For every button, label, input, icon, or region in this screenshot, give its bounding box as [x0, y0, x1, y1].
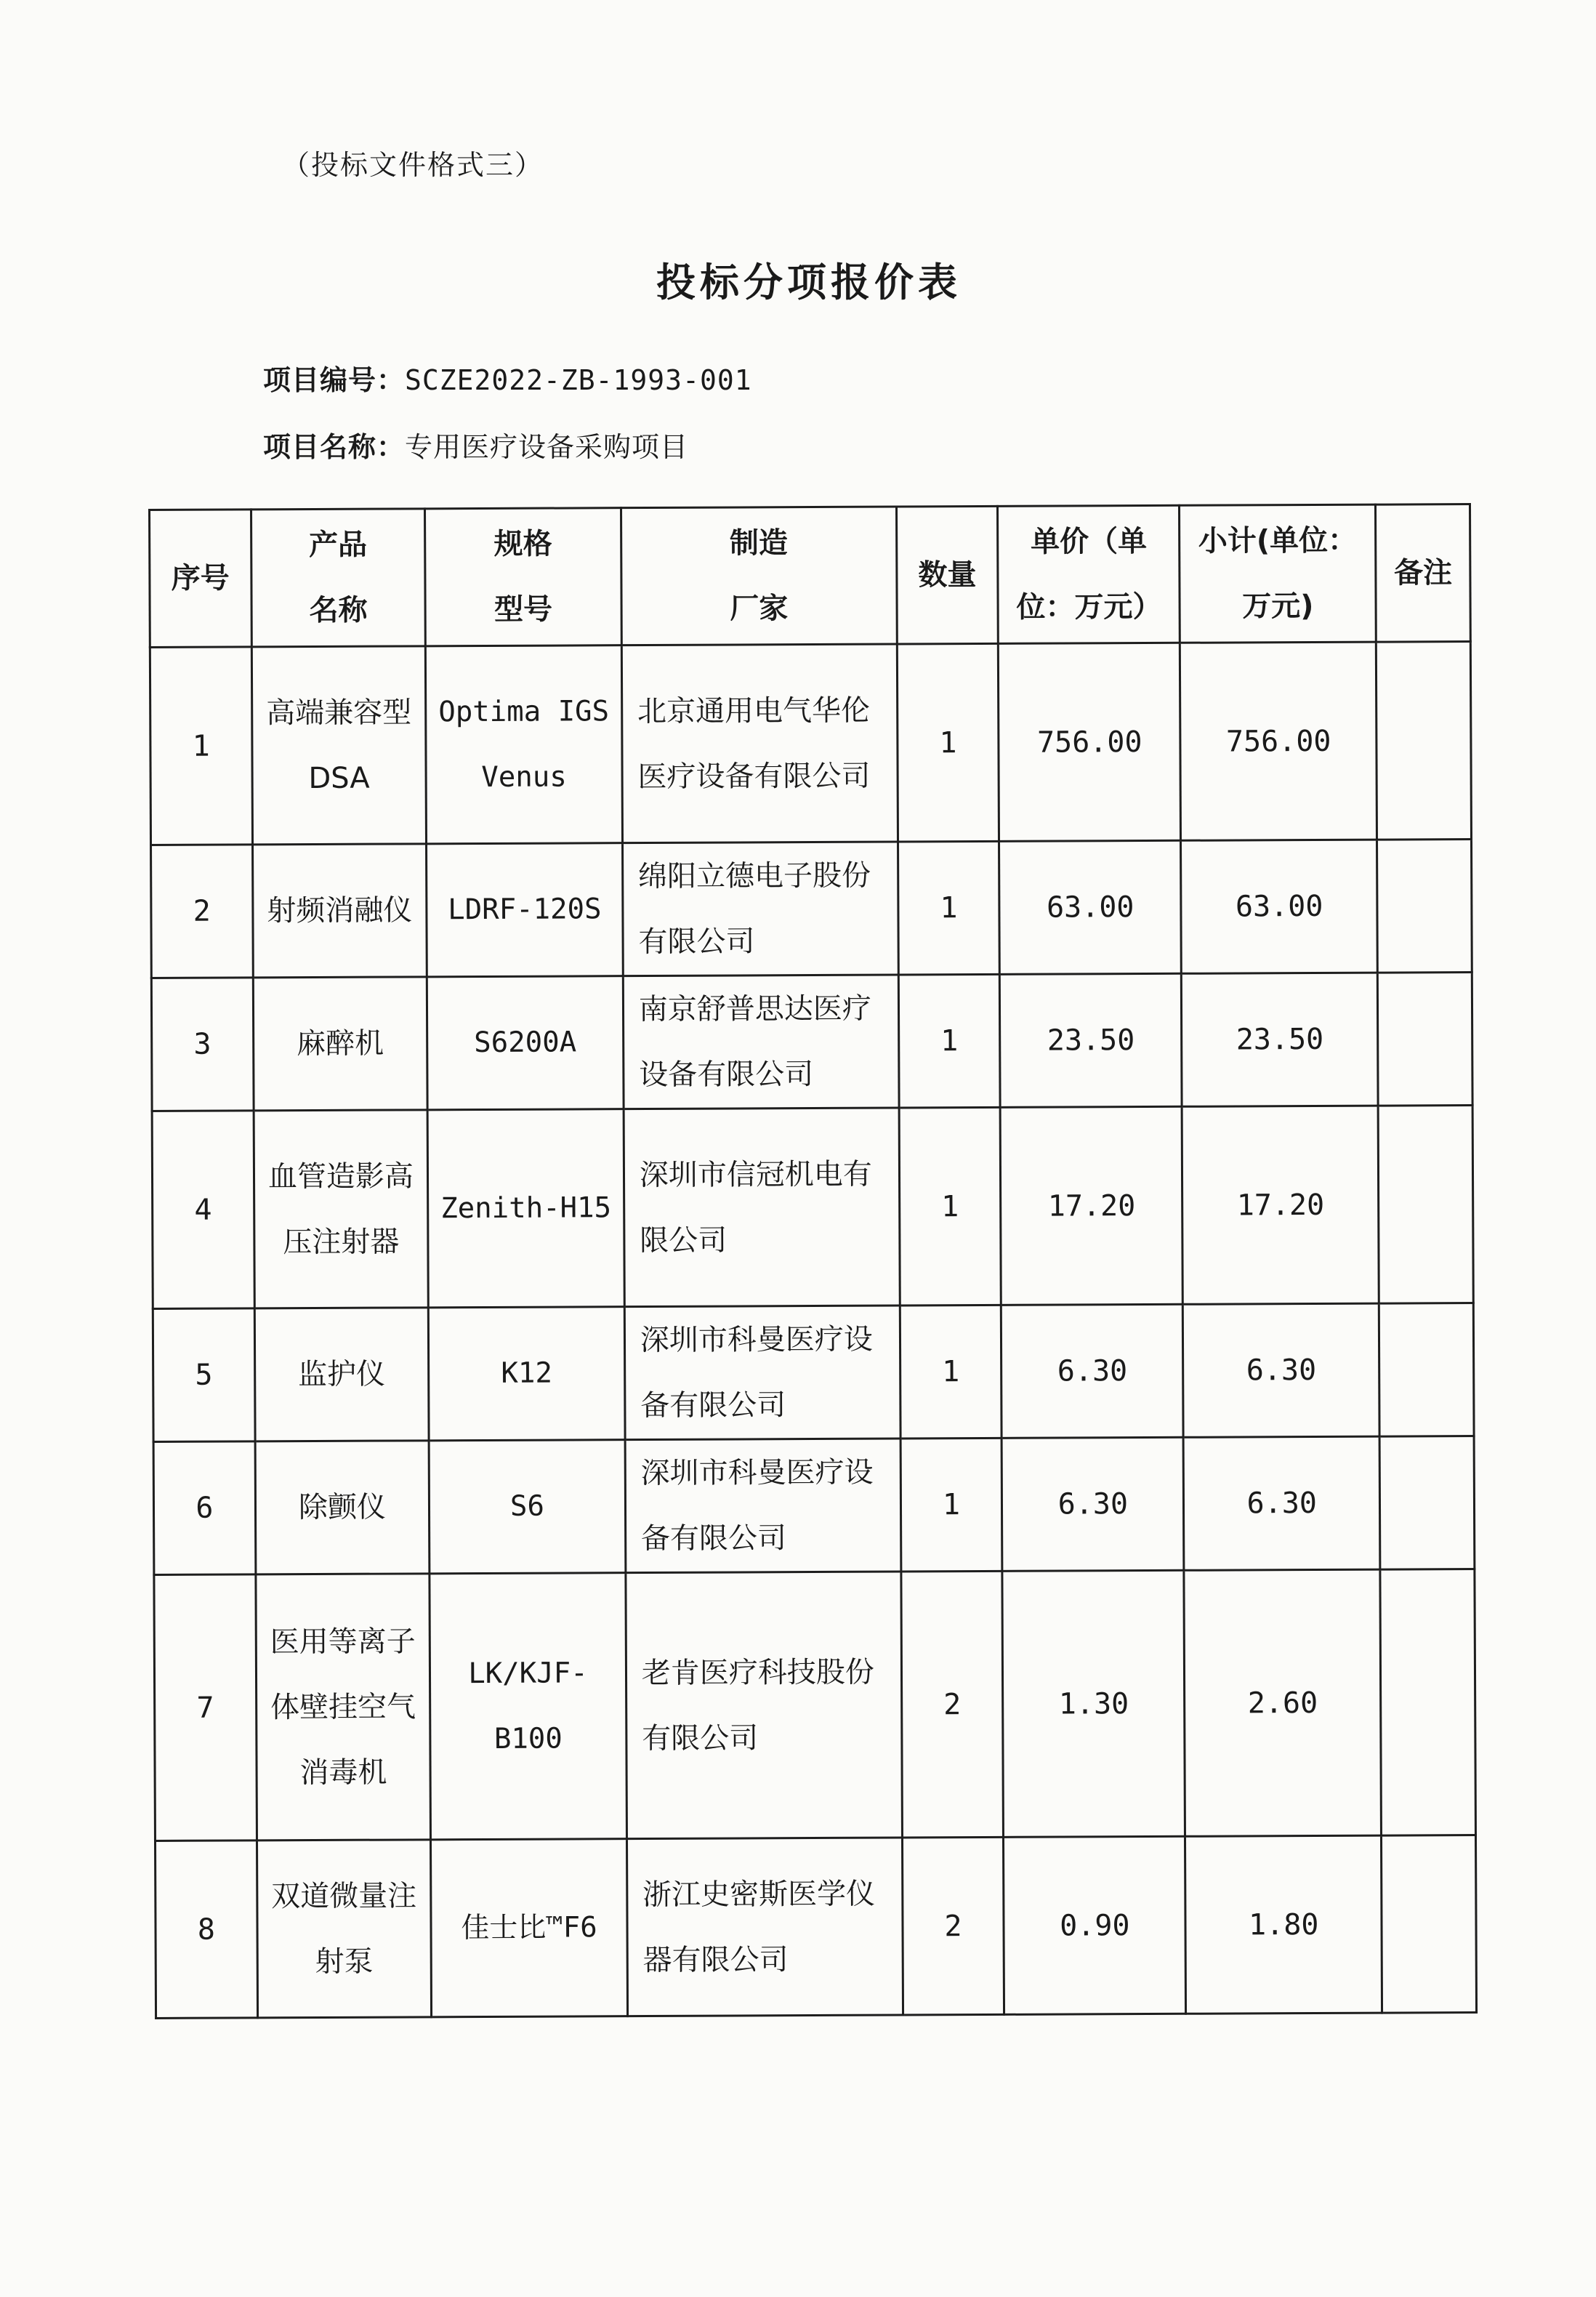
header-note: 备注 [1376, 504, 1471, 643]
table-row [153, 1303, 1474, 1442]
cell-unit-price: 17.20 [1000, 1106, 1182, 1305]
header-qty: 数量 [896, 506, 998, 644]
cell-seq: 4 [152, 1111, 254, 1309]
cell-product: 双道微量注射泵 [257, 1840, 432, 2018]
cell-maker: 深圳市科曼医疗设备有限公司 [624, 1306, 900, 1440]
project-number-value: SCZE2022-ZB-1993-001 [405, 364, 752, 396]
cell-qty: 1 [900, 1305, 1001, 1439]
table-row [155, 1835, 1476, 2019]
quote-table [148, 503, 1478, 2019]
cell-note [1377, 840, 1472, 973]
table-row [151, 973, 1472, 1111]
cell-unit-price: 6.30 [1001, 1304, 1184, 1438]
cell-product: 除颤仪 [255, 1441, 430, 1574]
cell-qty: 1 [899, 1107, 1001, 1306]
cell-model: LDRF-120S [427, 843, 623, 977]
cell-note [1382, 1835, 1477, 2014]
cell-maker: 浙江史密斯医学仪器有限公司 [626, 1838, 903, 2016]
page-title: 投标分项报价表 [656, 260, 962, 305]
cell-note [1378, 1106, 1473, 1304]
project-name-value: 专用医疗设备采购项目 [405, 431, 689, 463]
cell-model: S6 [429, 1440, 625, 1574]
cell-qty: 1 [898, 974, 1000, 1108]
header-model: 规格型号 [425, 508, 621, 646]
cell-product: 射频消融仪 [252, 844, 427, 978]
cell-qty: 2 [902, 1837, 1004, 2015]
cell-subtotal: 23.50 [1182, 973, 1379, 1106]
cell-model: Zenith-H15 [427, 1109, 624, 1308]
cell-unit-price: 63.00 [999, 840, 1182, 974]
cell-unit-price: 756.00 [999, 643, 1181, 841]
cell-note [1380, 1569, 1475, 1836]
cell-qty: 2 [901, 1571, 1004, 1838]
cell-note [1379, 1436, 1475, 1570]
header-seq: 序号 [150, 510, 251, 648]
cell-maker: 深圳市信冠机电有限公司 [624, 1108, 900, 1307]
cell-seq: 1 [150, 647, 252, 845]
cell-maker: 深圳市科曼医疗设备有限公司 [625, 1439, 901, 1573]
header-unit-price: 单价（单位：万元） [998, 505, 1180, 643]
header-subtotal: 小计(单位：万元) [1180, 504, 1377, 643]
cell-note [1379, 1303, 1475, 1437]
cell-product: 麻醉机 [253, 977, 427, 1111]
header-product: 产品名称 [251, 509, 425, 647]
table-row [153, 1436, 1475, 1575]
cell-unit-price: 0.90 [1004, 1836, 1186, 2014]
table-row [150, 642, 1471, 845]
table-row [151, 840, 1472, 978]
cell-product: 医用等离子体壁挂空气消毒机 [256, 1574, 431, 1841]
cell-subtotal: 756.00 [1180, 642, 1377, 840]
project-name-label: 项目名称： [263, 431, 406, 463]
header-maker: 制造厂家 [621, 507, 897, 645]
cell-seq: 6 [153, 1441, 255, 1575]
cell-product: 监护仪 [254, 1308, 429, 1441]
cell-model: LK/KJF-B100 [430, 1573, 626, 1840]
cell-seq: 5 [153, 1308, 254, 1442]
cell-model: 佳士比™F6 [431, 1839, 628, 2017]
cell-note [1377, 642, 1472, 840]
cell-maker: 老肯医疗科技股份有限公司 [626, 1572, 902, 1839]
cell-qty: 1 [900, 1438, 1002, 1572]
project-name-line [263, 425, 688, 464]
cell-maker: 北京通用电气华伦医疗设备有限公司 [621, 644, 898, 843]
cell-seq: 2 [151, 845, 253, 978]
project-number-label: 项目编号： [263, 364, 406, 396]
cell-maker: 绵阳立德电子股份有限公司 [622, 842, 898, 976]
format-note: （投标文件格式三） [282, 149, 544, 181]
cell-unit-price: 23.50 [1000, 973, 1182, 1107]
cell-seq: 7 [154, 1574, 257, 1841]
cell-unit-price: 1.30 [1002, 1570, 1185, 1837]
cell-subtotal: 63.00 [1181, 840, 1378, 973]
cell-model: S6200A [427, 976, 623, 1110]
cell-note [1378, 973, 1473, 1106]
cell-subtotal: 6.30 [1183, 1303, 1380, 1437]
table-row [152, 1106, 1473, 1309]
cell-product: 高端兼容型 DSA [251, 646, 427, 845]
cell-model: K12 [428, 1307, 624, 1441]
cell-qty: 1 [897, 643, 999, 842]
cell-model: Optima IGS Venus [425, 645, 622, 844]
cell-subtotal: 6.30 [1183, 1436, 1380, 1570]
cell-subtotal: 2.60 [1184, 1569, 1382, 1836]
cell-seq: 8 [155, 1841, 257, 2019]
cell-subtotal: 1.80 [1185, 1835, 1382, 2014]
project-number-line [263, 358, 752, 398]
table-header-row [150, 504, 1471, 648]
cell-product: 血管造影高压注射器 [254, 1110, 429, 1308]
cell-maker: 南京舒普思达医疗设备有限公司 [623, 975, 899, 1109]
cell-subtotal: 17.20 [1182, 1106, 1379, 1304]
cell-seq: 3 [151, 978, 253, 1111]
cell-qty: 1 [898, 841, 999, 975]
cell-unit-price: 6.30 [1001, 1437, 1184, 1571]
table-row [154, 1569, 1476, 1841]
